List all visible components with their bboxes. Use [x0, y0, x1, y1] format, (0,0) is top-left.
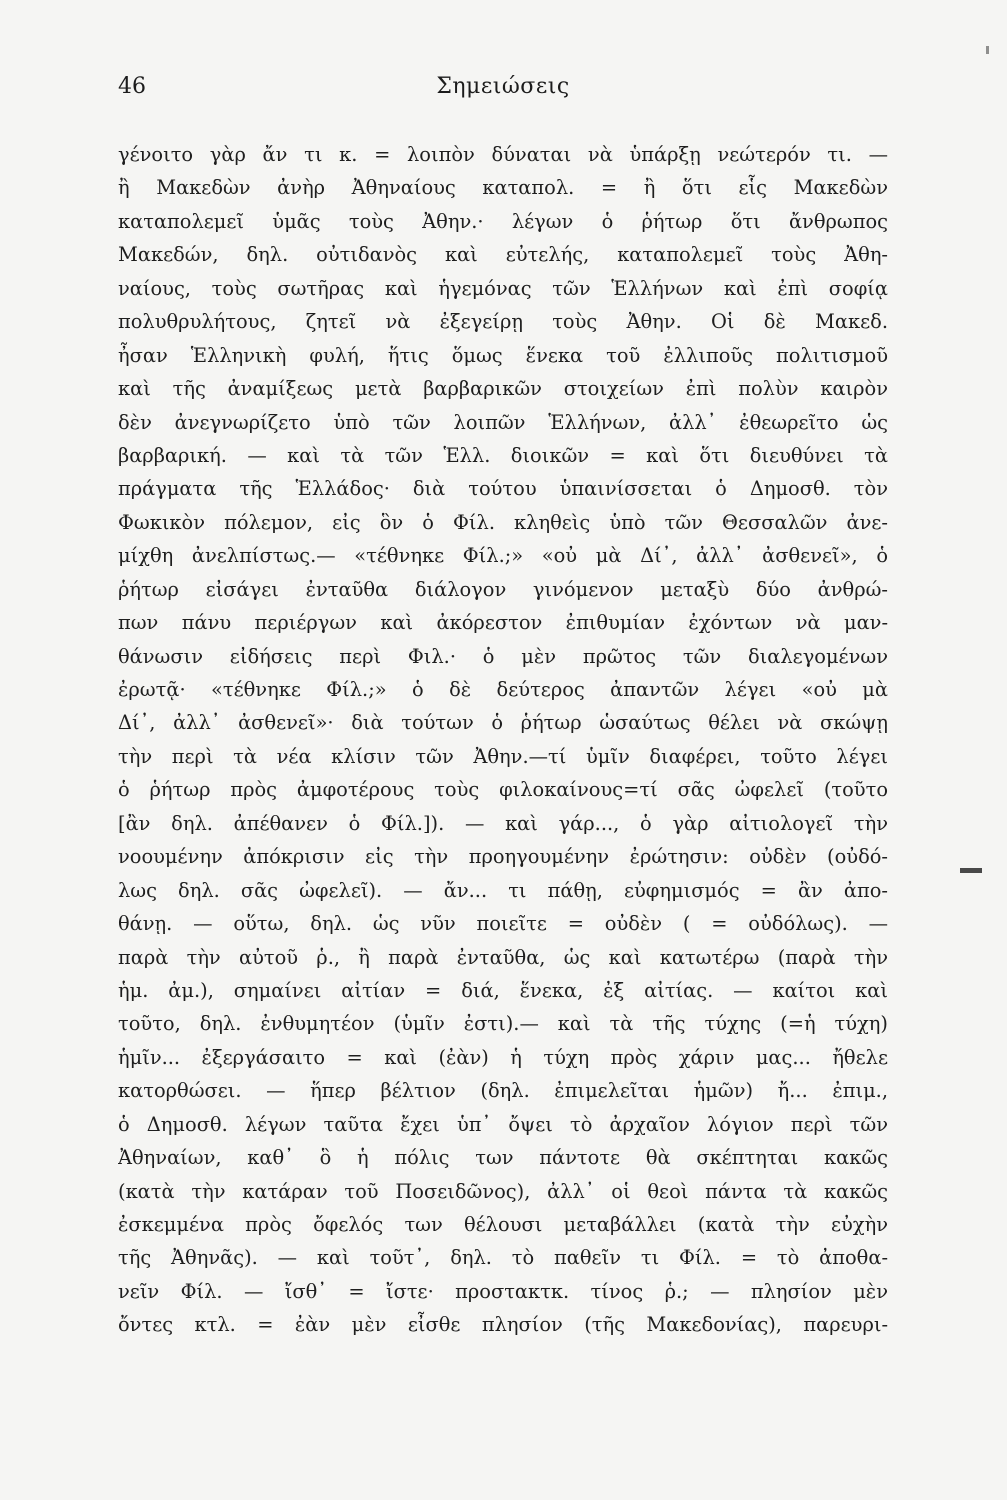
- text-line: Φωκικὸν πόλεμον, εἰς ὃν ὁ Φίλ. κληθεὶς ὑπὸ τῶν Θεσσαλῶν ἀνε-: [118, 510, 888, 534]
- text-line: ῥήτωρ εἰσάγει ἐνταῦθα διάλογον γινόμενον μεταξὺ δύο ἀνθρώ-: [118, 577, 888, 601]
- text-line: νοουμένην ἀπόκρισιν εἰς τὴν προηγουμένην ἐρώτησιν: οὐδὲν (οὐδό-: [118, 845, 888, 869]
- scan-artifact: [986, 46, 989, 54]
- text-line: ἐρωτᾷ· «τέθνηκε Φίλ.;» ὁ δὲ δεύτερος ἀπαντῶν λέγει «οὐ μὰ: [118, 678, 888, 701]
- text-line: κατορθώσει. — ἥπερ βέλτιον (δηλ. ἐπιμελεῖται ἡμῶν) ἤ... ἐπιμ.,: [118, 1079, 888, 1103]
- text-line: λως δηλ. σᾶς ὠφελεῖ). — ἄν... τι πάθῃ, εὐφημισμός = ἂν ἀπο-: [118, 878, 888, 902]
- text-line: βαρβαρική. — καὶ τὰ τῶν Ἑλλ. διοικῶν = καὶ ὅτι διευθύνει τὰ: [118, 443, 888, 467]
- text-line: γένοιτο γὰρ ἄν τι κ. = λοιπὸν δύναται νὰ ὑπάρξῃ νεώτερόν τι. —: [118, 143, 888, 166]
- text-line: πολυθρυλήτους, ζητεῖ νὰ ἐξεγείρῃ τοὺς Ἀθην. Οἱ δὲ Μακεδ.: [118, 310, 888, 334]
- text-line: (κατὰ τὴν κατάραν τοῦ Ποσειδῶνος), ἀλλ᾽ οἱ θεοὶ πάντα τὰ κακῶς: [118, 1179, 888, 1203]
- text-line: ἡμ. ἀμ.), σημαίνει αἰτίαν = διά, ἕνεκα, ἐξ αἰτίας. — καίτοι καὶ: [118, 978, 888, 1002]
- text-line: [ἂν δηλ. ἀπέθανεν ὁ Φίλ.]). — καὶ γάρ..., ὁ γὰρ αἰτιολογεῖ τὴν: [118, 811, 888, 835]
- text-line: παρὰ τὴν αὐτοῦ ῥ., ἢ παρὰ ἐνταῦθα, ὡς καὶ κατωτέρω (παρὰ τὴν: [118, 945, 888, 969]
- text-line: πράγματα τῆς Ἑλλάδος· διὰ τούτου ὑπαινίσσεται ὁ Δημοσθ. τὸν: [118, 477, 888, 501]
- text-line: Δί᾽, ἀλλ᾽ ἀσθενεῖ»· διὰ τούτων ὁ ῥήτωρ ὡσαύτως θέλει νὰ σκώψῃ: [118, 711, 888, 735]
- text-line: ὁ ῥήτωρ πρὸς ἀμφοτέρους τοὺς φιλοκαίνους=τί σᾶς ὠφελεῖ (τοῦτο: [118, 778, 888, 802]
- text-line: τοῦτο, δηλ. ἐνθυμητέον (ὑμῖν ἐστι).— καὶ τὰ τῆς τύχης (=ἡ τύχη): [118, 1012, 888, 1036]
- text-line: Μακεδών, δηλ. οὐτιδανὸς καὶ εὐτελής, καταπολεμεῖ τοὺς Ἀθη-: [118, 243, 888, 267]
- text-line: ἦσαν Ἑλληνικὴ φυλή, ἥτις ὅμως ἕνεκα τοῦ ἐλλιποῦς πολιτισμοῦ: [118, 343, 888, 367]
- text-line: ὄντες κτλ. = ἐὰν μὲν εἶσθε πλησίον (τῆς Μακεδονίας), παρευρι-: [118, 1313, 888, 1337]
- text-line: καὶ τῆς ἀναμίξεως μετὰ βαρβαρικῶν στοιχείων ἐπὶ πολὺν καιρὸν: [118, 377, 888, 401]
- text-line: ἡμῖν... ἐξεργάσαιτο = καὶ (ἐὰν) ἡ τύχη πρὸς χάριν μας... ἤθελε: [118, 1045, 888, 1069]
- notes-body: [118, 138, 888, 1342]
- text-line: ὁ Δημοσθ. λέγων ταῦτα ἔχει ὑπ᾽ ὄψει τὸ ἀρχαῖον λόγιον περὶ τῶν: [118, 1112, 888, 1136]
- text-line: μίχθη ἀνελπίστως.— «τέθνηκε Φίλ.;» «οὐ μὰ Δί᾽, ἀλλ᾽ ἀσθενεῖ», ὁ: [118, 544, 888, 568]
- text-line: νεῖν Φίλ. — ἴσθ᾽ = ἴστε· προστακτκ. τίνος ῥ.; — πλησίον μὲν: [118, 1279, 888, 1303]
- running-head: [118, 74, 888, 104]
- page-number: 46: [118, 74, 146, 99]
- text-line: πων πάνυ περιέργων καὶ ἀκόρεστον ἐπιθυμίαν ἐχόντων νὰ μαν-: [118, 611, 888, 635]
- text-line: ἐσκεμμένα πρὸς ὄφελός των θέλουσι μεταβάλλει (κατὰ τὴν εὐχὴν: [118, 1213, 888, 1236]
- scan-artifact: [960, 868, 982, 873]
- text-line: δὲν ἀνεγνωρίζετο ὑπὸ τῶν λοιπῶν Ἑλλήνων, ἀλλ᾽ ἐθεωρεῖτο ὡς: [118, 410, 888, 434]
- text-line: τῆς Ἀθηνᾶς). — καὶ τοῦτ᾽, δηλ. τὸ παθεῖν τι Φίλ. = τὸ ἀποθα-: [118, 1246, 888, 1270]
- text-line: Ἀθηναίων, καθ᾽ ὃ ἡ πόλις των πάντοτε θὰ σκέπτηται κακῶς: [118, 1146, 888, 1170]
- text-line: τὴν περὶ τὰ νέα κλίσιν τῶν Ἀθην.—τί ὑμῖν διαφέρει, τοῦτο λέγει: [118, 744, 888, 768]
- text-line: καταπολεμεῖ ὑμᾶς τοὺς Ἀθην.· λέγων ὁ ῥήτωρ ὅτι ἄνθρωπος: [118, 209, 888, 233]
- text-line: θάνῃ. — οὕτω, δηλ. ὡς νῦν ποιεῖτε = οὐδὲν ( = οὐδόλως). —: [118, 912, 888, 936]
- text-line: θάνωσιν εἰδήσεις περὶ Φιλ.· ὁ μὲν πρῶτος τῶν διαλεγομένων: [118, 644, 888, 668]
- text-line: ἢ Μακεδὼν ἀνὴρ Ἀθηναίους καταπολ. = ἢ ὅτι εἷς Μακεδὼν: [118, 176, 888, 200]
- text-line: ναίους, τοὺς σωτῆρας καὶ ἡγεμόνας τῶν Ἑλλήνων καὶ ἐπὶ σοφίᾳ: [118, 276, 888, 300]
- running-title: Σημειώσεις: [436, 74, 570, 99]
